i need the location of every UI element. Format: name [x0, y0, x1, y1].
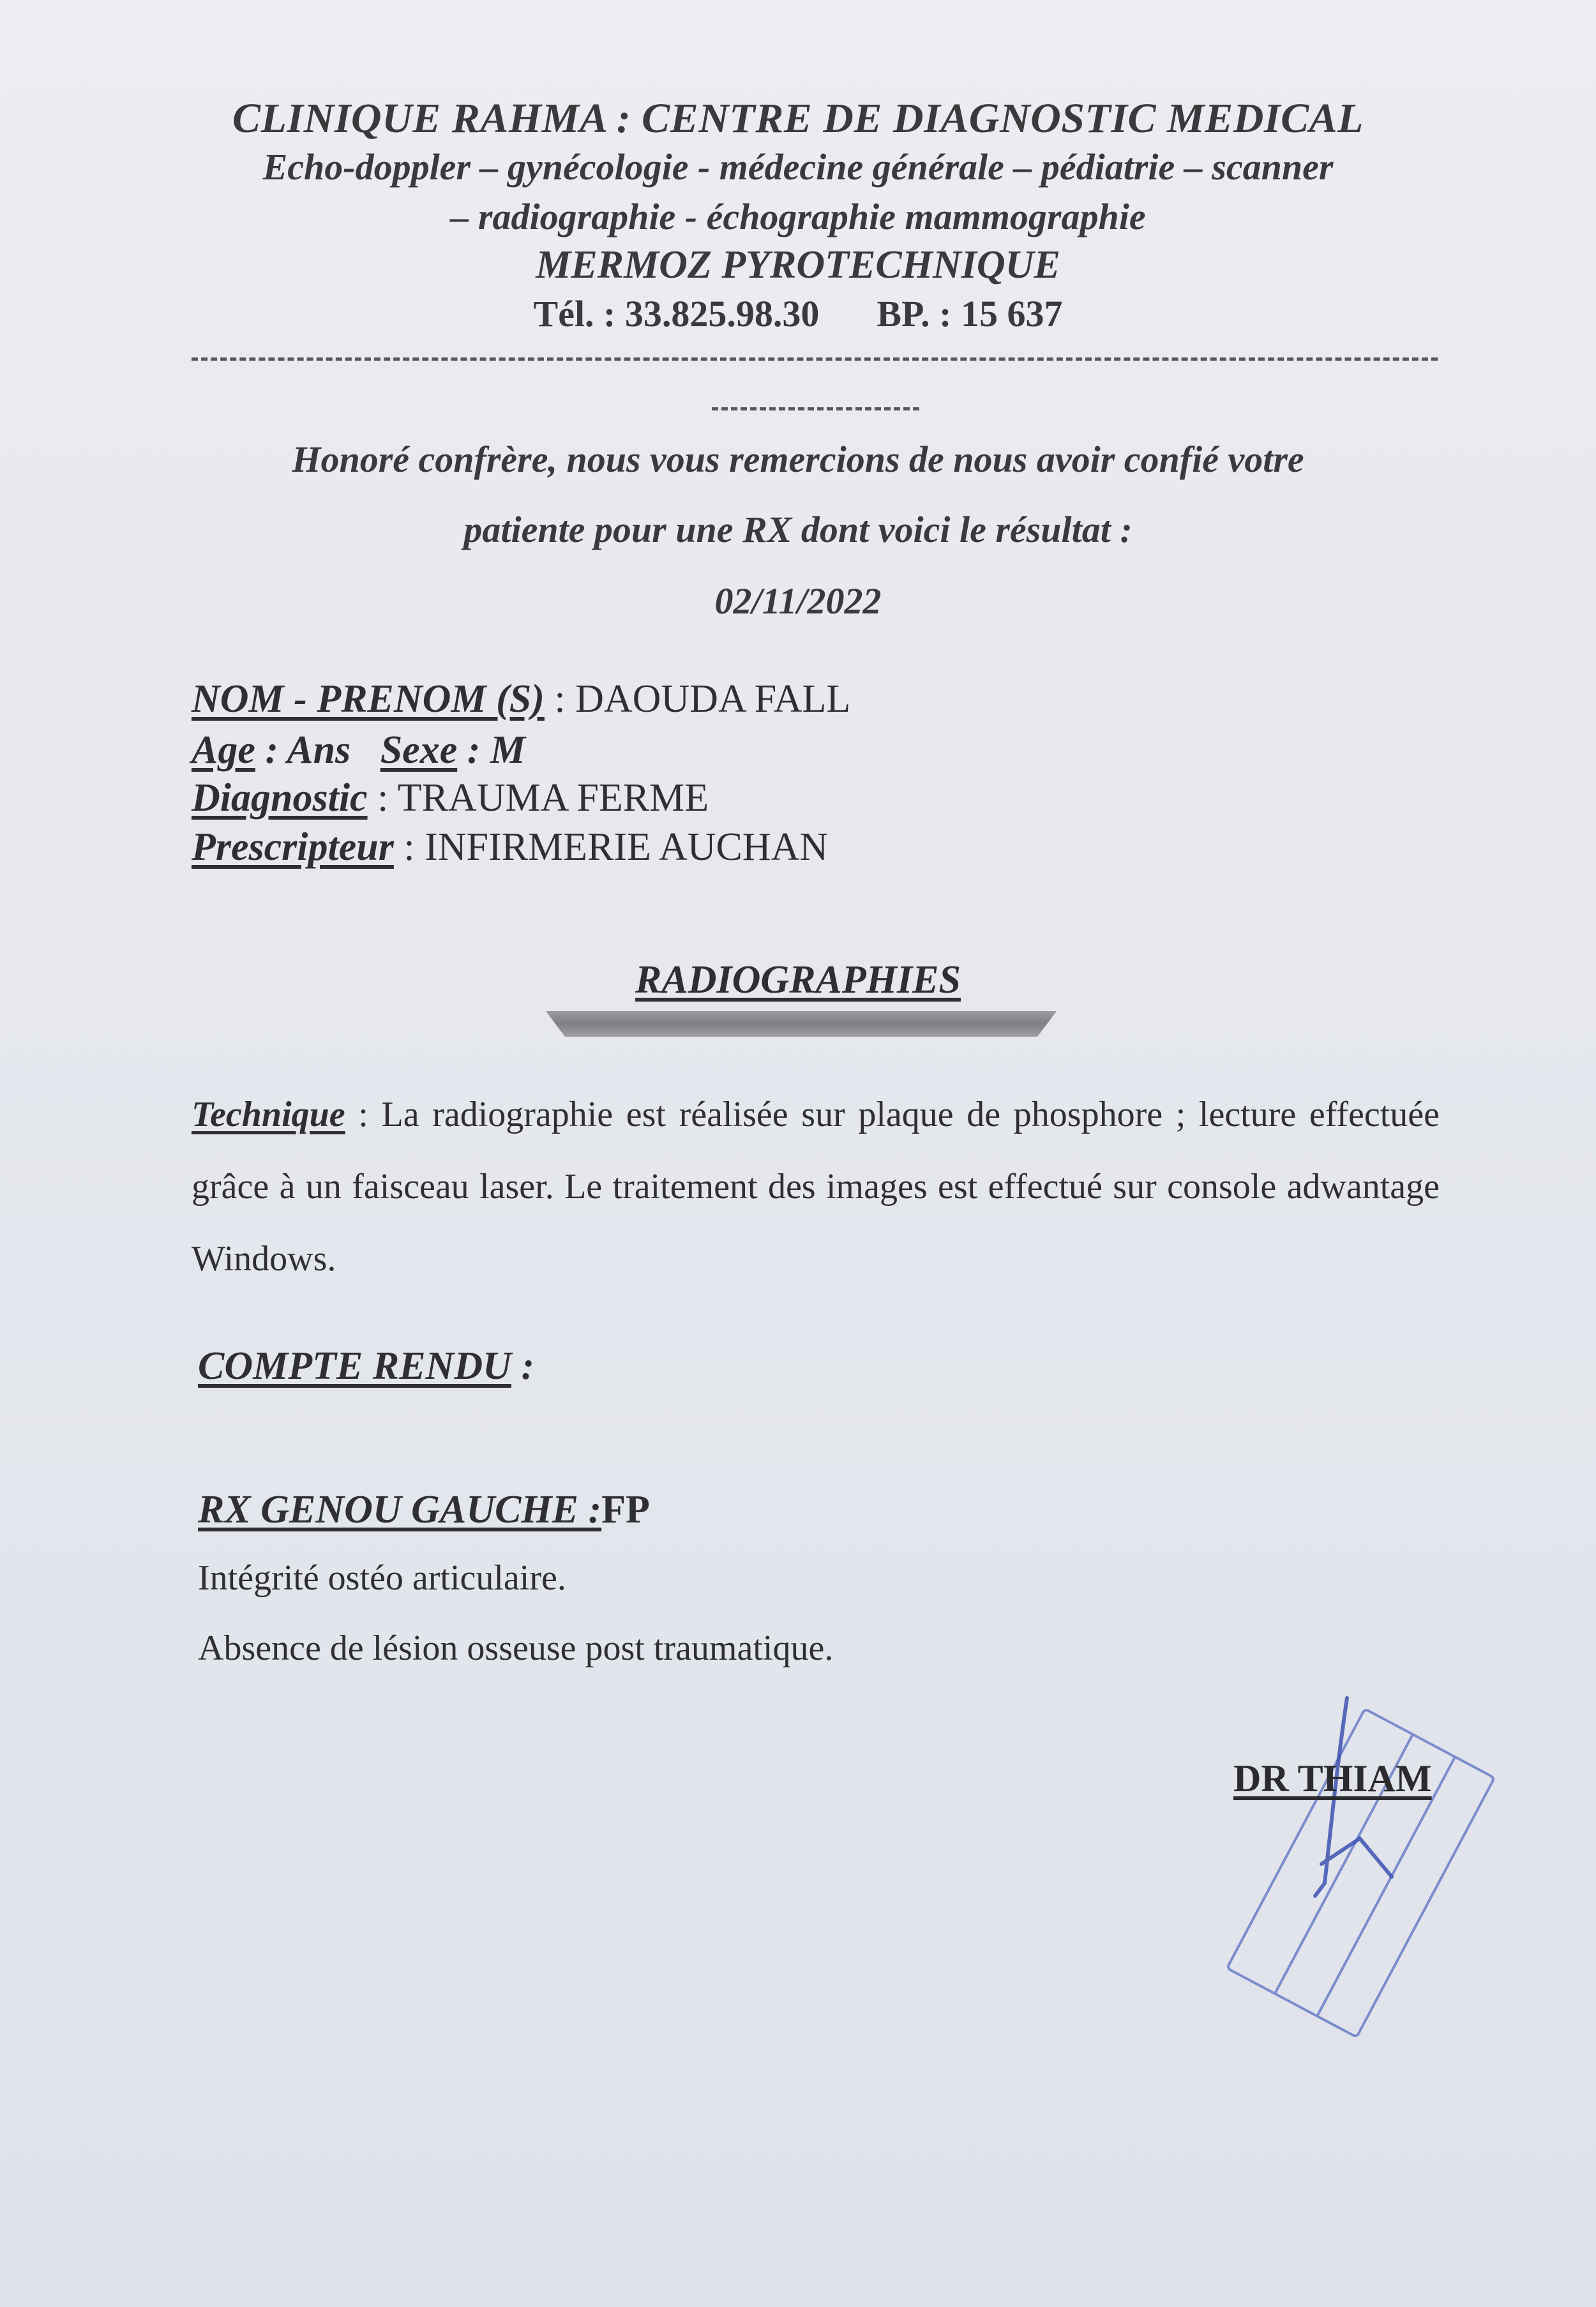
patient-age-value: : Ans — [265, 728, 351, 772]
doctor-signature-name: DR THIAM — [1233, 1757, 1432, 1800]
exam-heading — [198, 1487, 650, 1533]
patient-name-value: : DAOUDA FALL — [554, 677, 851, 721]
clinic-stamp-icon — [1200, 1672, 1532, 2068]
finding-1: Intégrité ostéo articulaire. — [198, 1558, 566, 1598]
patient-name-field — [192, 677, 850, 722]
header-divider — [192, 357, 1438, 361]
report-heading-suffix: : — [511, 1344, 535, 1388]
technique-text: : La radiographie est réalisée sur plaque de phosphore ; lecture effectuée grâce à un faisceau laser. Le traitement des images est effectué sur console adwantage Windows. — [192, 1095, 1440, 1279]
technique-paragraph — [192, 1079, 1440, 1295]
patient-age-sex-field — [192, 728, 525, 773]
intro-line2: patiente pour une RX dont voici le résultat : — [463, 509, 1133, 550]
diagnostic-label: Diagnostic — [192, 776, 368, 820]
finding-2: Absence de lésion osseuse post traumatique. — [198, 1628, 834, 1668]
patient-sex-value: : M — [467, 728, 525, 772]
patient-prescriber-field — [192, 825, 828, 870]
report-heading — [198, 1344, 534, 1389]
diagnostic-value: : TRAUMA FERME — [377, 776, 709, 820]
exam-value: FP — [601, 1488, 650, 1531]
technique-label: Technique — [192, 1095, 345, 1134]
section-title-banner — [546, 1011, 1057, 1037]
section-title: RADIOGRAPHIES — [635, 958, 961, 1002]
clinic-title: CLINIQUE RAHMA : CENTRE DE DIAGNOSTIC MEDICAL — [232, 95, 1364, 142]
patient-name-label: NOM - PRENOM (S) — [192, 677, 545, 721]
clinic-po-box: BP. : 15 637 — [877, 293, 1063, 334]
exam-label: RX GENOU GAUCHE : — [198, 1488, 602, 1531]
clinic-location: MERMOZ PYROTECHNIQUE — [536, 243, 1060, 287]
clinic-phone: Tél. : 33.825.98.30 — [533, 293, 820, 334]
report-heading-label: COMPTE RENDU — [198, 1344, 511, 1388]
header-divider-short — [712, 407, 919, 410]
patient-diagnostic-field — [192, 776, 709, 821]
report-date: 02/11/2022 — [714, 580, 882, 622]
patient-age-label: Age — [192, 728, 255, 772]
intro-line1: Honoré confrère, nous vous remercions de nous avoir confié votre — [292, 439, 1304, 480]
patient-sex-label: Sexe — [380, 728, 458, 772]
prescriber-label: Prescripteur — [192, 825, 394, 869]
clinic-services-line2: – radiographie - échographie mammographie — [450, 196, 1146, 237]
clinic-services-line1: Echo-doppler – gynécologie - médecine générale – pédiatrie – scanner — [262, 146, 1334, 188]
clinic-contact — [0, 292, 1596, 335]
prescriber-value: : INFIRMERIE AUCHAN — [403, 825, 829, 869]
